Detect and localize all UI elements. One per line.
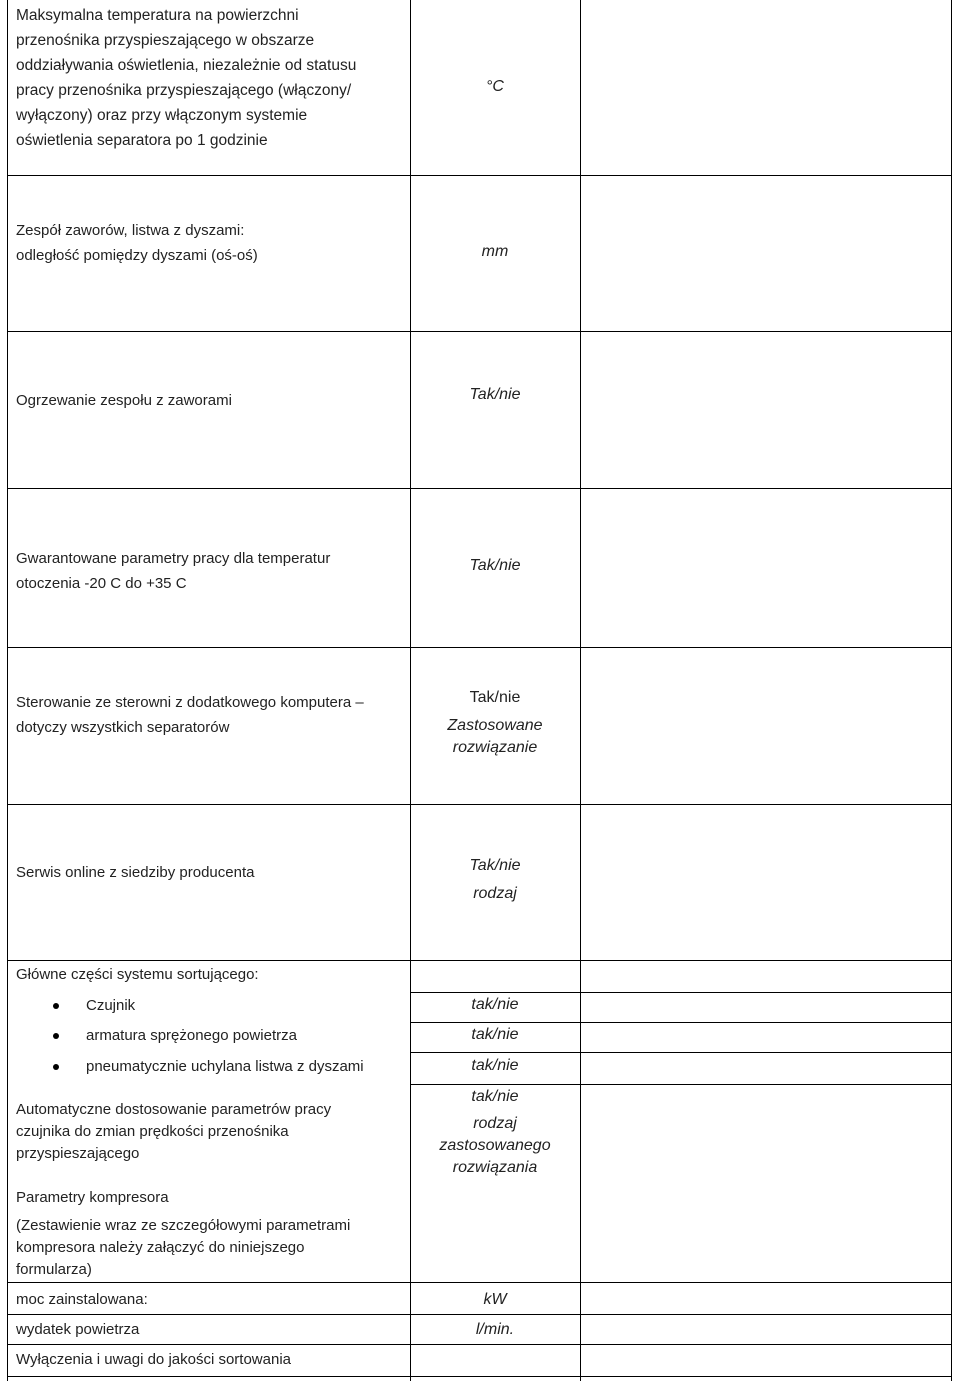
row-label-auto-adjustment: Automatyczne dostosowanie parametrów pracy czujnika do zmian prędkości przenośnika przyspieszającego bbox=[16, 1101, 332, 1162]
list-item: pneumatycznie uchylana listwa z dyszami bbox=[86, 1058, 364, 1075]
unit-mm: mm bbox=[481, 243, 509, 260]
bullet-icon bbox=[53, 1033, 59, 1039]
unit-solution-type: rodzaj zastosowanego rozwiązania bbox=[439, 1115, 551, 1176]
row-divider bbox=[410, 1052, 952, 1053]
row-divider bbox=[7, 647, 952, 648]
unit-type: rodzaj bbox=[473, 885, 517, 902]
list-item: Czujnik bbox=[86, 997, 136, 1014]
unit-tak-nie: Tak/nie bbox=[469, 857, 521, 874]
row-label-compressor-parameters: Parametry kompresora bbox=[16, 1189, 169, 1206]
row-label-valve-heating: Ogrzewanie zespołu z zaworami bbox=[16, 392, 232, 409]
unit-tak-nie: tak/nie bbox=[471, 1088, 519, 1105]
unit-l-min: l/min. bbox=[475, 1321, 515, 1338]
row-divider bbox=[7, 1314, 952, 1315]
unit-solution: Zastosowane rozwiązanie bbox=[447, 717, 543, 756]
row-label-installed-power: moc zainstalowana: bbox=[16, 1291, 148, 1308]
unit-tak-nie: tak/nie bbox=[471, 1057, 519, 1074]
unit-tak-nie: Tak/nie bbox=[469, 689, 521, 706]
table-border-right bbox=[951, 0, 952, 1381]
row-divider bbox=[410, 1022, 952, 1023]
bullet-icon bbox=[53, 1064, 59, 1070]
row-label-exclusions-notes: Wyłączenia i uwagi do jakości sortowania bbox=[16, 1351, 291, 1368]
row-label-control-room: Sterowanie ze sterowni z dodatkowego komputera – dotyczy wszystkich separatorów bbox=[16, 694, 364, 736]
column-divider-2 bbox=[580, 0, 581, 1381]
row-label-air-flow: wydatek powietrza bbox=[16, 1321, 140, 1338]
table-border-bottom bbox=[7, 1376, 952, 1377]
unit-tak-nie: Tak/nie bbox=[469, 386, 521, 403]
row-divider bbox=[7, 1282, 952, 1283]
row-divider bbox=[7, 1344, 952, 1345]
row-divider bbox=[410, 992, 952, 993]
unit-tak-nie: tak/nie bbox=[471, 996, 519, 1013]
row-divider bbox=[410, 1084, 952, 1085]
row-divider bbox=[7, 488, 952, 489]
row-divider bbox=[7, 804, 952, 805]
row-divider bbox=[7, 960, 952, 961]
row-label-valve-assembly: Zespół zaworów, listwa z dyszami: odległość pomiędzy dyszami (oś-oś) bbox=[16, 222, 258, 264]
table-border-left bbox=[7, 0, 8, 1381]
row-divider bbox=[7, 175, 952, 176]
row-label-guaranteed-parameters: Gwarantowane parametry pracy dla temperatur otoczenia -20 C do +35 C bbox=[16, 550, 331, 592]
row-label-max-temperature: Maksymalna temperatura na powierzchni przenośnika przyspieszającego w obszarze oddziaływania oświetlenia, niezależnie od statusu pracy przenośnika przyspieszającego (włączony/ wyłączony) oraz przy włączonym systemie oświetlenia separatora po 1 godzinie bbox=[16, 7, 357, 149]
unit-tak-nie: tak/nie bbox=[471, 1026, 519, 1043]
row-label-main-parts: Główne części systemu sortującego: bbox=[16, 966, 259, 983]
list-item: armatura sprężonego powietrza bbox=[86, 1027, 297, 1044]
unit-celsius: °C bbox=[486, 78, 504, 95]
bullet-icon bbox=[53, 1003, 59, 1009]
row-divider bbox=[7, 331, 952, 332]
unit-tak-nie: Tak/nie bbox=[469, 557, 521, 574]
unit-kw: kW bbox=[483, 1291, 507, 1308]
compressor-note: (Zestawienie wraz ze szczegółowymi parametrami kompresora należy załączyć do niniejszego formularza) bbox=[16, 1217, 351, 1278]
row-label-online-service: Serwis online z siedziby producenta bbox=[16, 864, 255, 881]
